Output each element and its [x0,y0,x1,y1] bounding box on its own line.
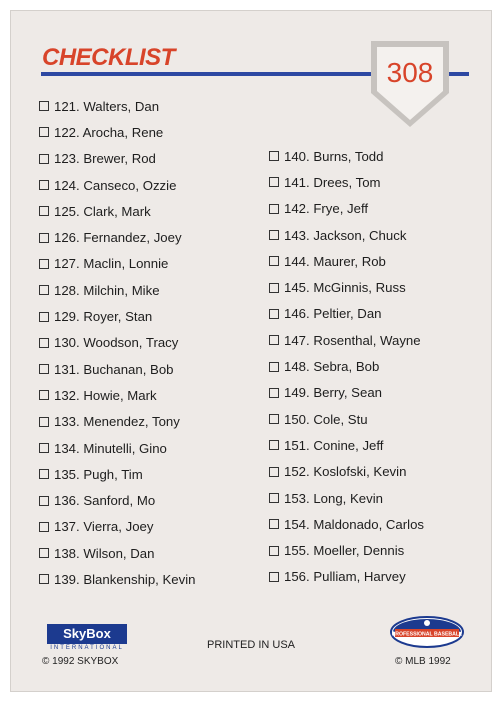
checkbox-icon [269,362,279,372]
list-item [39,251,196,277]
checkbox-icon [269,151,279,161]
checklist-column-left [39,93,196,593]
checkbox-icon [269,230,279,240]
list-item-text: 128. Milchin, Mike [54,282,160,298]
list-item [269,537,424,563]
checkbox-icon [269,440,279,450]
list-item-text: 151. Conine, Jeff [284,437,384,453]
list-item [39,566,196,592]
list-item-text: 132. Howie, Mark [54,387,157,403]
list-item-text: 149. Berry, Sean [284,385,382,401]
checkbox-icon [269,519,279,529]
list-item-text: 155. Moeller, Dennis [284,543,405,559]
checkbox-icon [39,154,49,164]
checkbox-icon [269,493,279,503]
list-item-text: 133. Menendez, Tony [54,414,180,430]
list-item [39,356,196,382]
list-item-text: 152. Koslofski, Kevin [284,464,407,480]
checkbox-icon [39,101,49,111]
list-item [39,277,196,303]
list-item-text: 146. Peltier, Dan [284,306,382,322]
list-item [39,540,196,566]
list-item [269,143,424,169]
list-item-text: 156. Pulliam, Harvey [284,569,406,585]
checkbox-icon [39,390,49,400]
list-item [39,382,196,408]
checkbox-icon [39,364,49,374]
list-item-text: 144. Maurer, Rob [284,253,386,269]
list-item [39,93,196,119]
list-item-text: 127. Maclin, Lonnie [54,256,169,272]
list-item-text: 123. Brewer, Rod [54,151,156,167]
checkbox-icon [269,572,279,582]
list-item-text: 145. McGinnis, Russ [284,280,406,296]
list-item [269,327,424,353]
list-item [39,146,196,172]
list-item-text: 148. Sebra, Bob [284,359,380,375]
card-number: 308 [386,57,434,88]
checkbox-icon [269,388,279,398]
list-item [39,303,196,329]
list-item [39,409,196,435]
skybox-logo [47,624,127,654]
list-item-text: 121. Walters, Dan [54,98,160,114]
list-item-text: 147. Rosenthal, Wayne [284,332,421,348]
list-item [269,301,424,327]
list-item-text: 142. Frye, Jeff [284,201,369,217]
list-item [39,172,196,198]
checkbox-icon [39,574,49,584]
checkbox-icon [39,469,49,479]
checkbox-icon [269,335,279,345]
list-item-text: 140. Burns, Todd [284,148,384,164]
list-item [269,564,424,590]
list-item [269,222,424,248]
checklist-card [10,10,492,692]
mlb-logo [389,615,465,649]
checkbox-icon [269,177,279,187]
printed-in-usa: PRINTED IN USA [207,639,296,651]
list-item-text: 143. Jackson, Chuck [284,227,407,243]
list-item-text: 124. Canseco, Ozzie [54,177,177,193]
checkbox-icon [39,443,49,453]
checkbox-icon [269,283,279,293]
list-item-text: 136. Sanford, Mo [54,493,156,509]
skybox-logo-subtitle: INTERNATIONAL [50,645,124,651]
list-item-text: 122. Arocha, Rene [54,124,164,140]
checkbox-icon [39,180,49,190]
svg-text:PROFESSIONAL BASEBALL: PROFESSIONAL BASEBALL [391,631,463,638]
checkbox-icon [39,259,49,269]
checkbox-icon [39,522,49,532]
list-item-text: 130. Woodson, Tracy [54,335,179,351]
checkbox-icon [269,309,279,319]
list-item [269,485,424,511]
checkbox-icon [39,206,49,216]
checkbox-icon [269,546,279,556]
list-item [269,248,424,274]
page-title: CHECKLIST [42,44,175,71]
list-item-text: 126. Fernandez, Joey [54,230,182,246]
list-item [269,274,424,300]
list-item [269,511,424,537]
list-item [269,169,424,195]
list-item-text: 154. Maldonado, Carlos [284,516,425,532]
checkbox-icon [39,312,49,322]
list-item [39,198,196,224]
list-item [269,353,424,379]
checkbox-icon [39,338,49,348]
list-item-text: 150. Cole, Stu [284,411,368,427]
list-item [269,380,424,406]
list-item-text: 131. Buchanan, Bob [54,361,174,377]
list-item [269,459,424,485]
copyright-mlb: © MLB 1992 [395,656,451,667]
checkbox-icon [269,414,279,424]
checkbox-icon [269,204,279,214]
checklist-column-right [269,143,424,590]
checkbox-icon [39,417,49,427]
skybox-logo-wordmark: SkyBox [47,624,127,644]
list-item [269,406,424,432]
checkbox-icon [39,127,49,137]
list-item [39,119,196,145]
list-item-text: 135. Pugh, Tim [54,466,143,482]
checkbox-icon [39,496,49,506]
list-item [39,514,196,540]
list-item [39,461,196,487]
list-item-text: 139. Blankenship, Kevin [54,571,196,587]
list-item-text: 129. Royer, Stan [54,309,153,325]
checkbox-icon [39,548,49,558]
list-item [39,330,196,356]
list-item-text: 134. Minutelli, Gino [54,440,167,456]
list-item [269,196,424,222]
list-item-text: 141. Drees, Tom [284,174,381,190]
list-item-text: 137. Vierra, Joey [54,519,154,535]
checkbox-icon [39,285,49,295]
checkbox-icon [269,256,279,266]
list-item [39,224,196,250]
list-item-text: 138. Wilson, Dan [54,545,155,561]
list-item [39,435,196,461]
checkbox-icon [39,233,49,243]
list-item-text: 153. Long, Kevin [284,490,383,506]
list-item [269,432,424,458]
checkbox-icon [269,467,279,477]
list-item [39,487,196,513]
list-item-text: 125. Clark, Mark [54,203,151,219]
copyright-skybox: © 1992 SKYBOX [42,656,119,667]
